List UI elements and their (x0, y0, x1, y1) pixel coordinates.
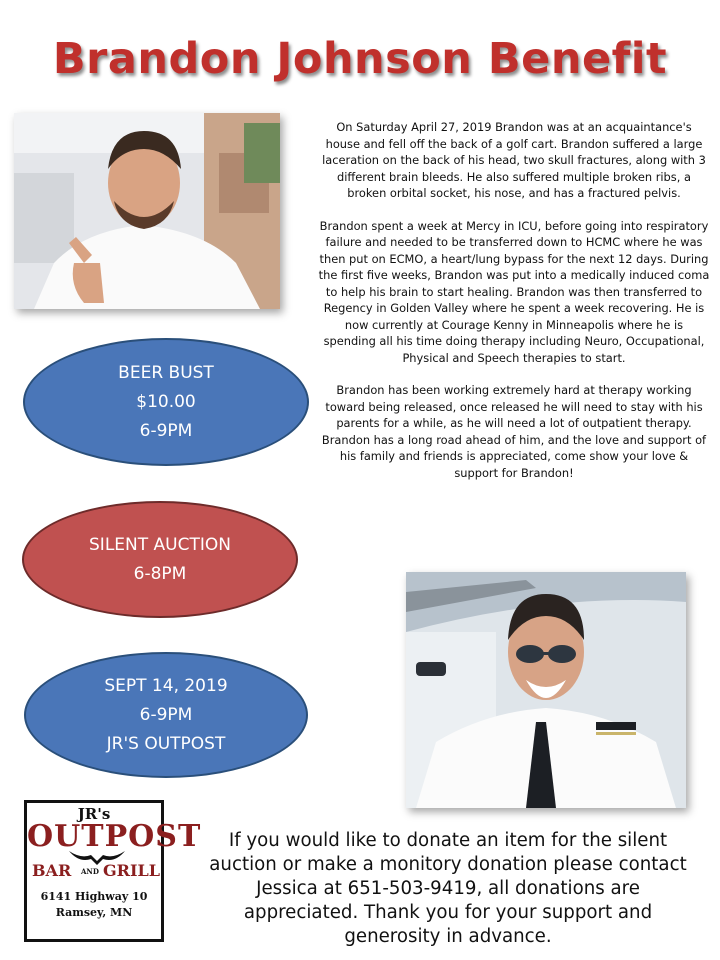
donation-line-2: auction or make a monitory donation please contact (209, 854, 687, 875)
story-paragraph-2: Brandon spent a week at Mercy in ICU, before going into respiratory failure and needed to be transferred down to HCMC where he was then put on ECMO, a heart/lung bypass for the next 12 days. During the first five weeks, Brandon was put into a medically induced coma to help his brain to start healing. Brandon was then transferred to Regency in Golden Valley where he spent a week recovering. He is now currently at Courage Kenny in Minneapolis where he is spending all his time doing therapy including Neuro, Occupational, Physical and Speech therapies to start. (318, 218, 710, 365)
beer-bust-price: $10.00 (136, 391, 196, 412)
logo-grill-text: GRILL (103, 861, 160, 880)
event-date: SEPT 14, 2019 (104, 675, 228, 696)
silent-auction-label: SILENT AUCTION (89, 534, 231, 555)
event-time: 6-9PM (139, 704, 193, 725)
donation-line-1: If you would like to donate an item for the silent (228, 830, 668, 851)
story-text (318, 119, 710, 497)
logo-and-text: AND (81, 867, 99, 876)
beer-bust-badge (23, 338, 309, 466)
donation-line-4: appreciated. Thank you for your support and (243, 902, 653, 923)
logo-address-city: Ramsey, MN (55, 906, 133, 919)
story-paragraph-3: Brandon has been working extremely hard at therapy working toward being released, once released he will need to stay with his parents for a while, as he will need a lot of outpatient therapy. Brandon has a long road ahead of him, and the love and support of his family and friends is appreciated, come show your love & support for Brandon! (321, 383, 707, 480)
story-paragraph-1: On Saturday April 27, 2019 Brandon was at an acquaintance's house and fell off the back of a golf cart. Brandon suffered a large laceration on the back of his head, two skull fractures, along with 3 different brain bleeds. He also suffered multiple broken ribs, a broken orbital socket, his nose, and has a fractured pelvis. (322, 120, 706, 200)
beer-bust-time: 6-9PM (139, 420, 193, 441)
beer-bust-label: BEER BUST (118, 362, 214, 383)
logo-address-street: 6141 Highway 10 (40, 890, 148, 903)
logo-outpost-text: OUTPOST (27, 819, 202, 854)
page-title: Brandon Johnson Benefit (52, 34, 668, 84)
donation-line-3: Jessica at 651-503-9419, all donations are (256, 878, 640, 899)
logo-bar-text: BAR (32, 861, 72, 880)
donation-line-5: generosity in advance. (344, 926, 552, 947)
silent-auction-time: 6-8PM (133, 563, 187, 584)
silent-auction-badge (22, 501, 298, 618)
brandon-pilot-photo (406, 572, 686, 808)
event-details-badge (24, 652, 308, 778)
donation-message (196, 829, 700, 949)
brandon-casual-photo (14, 113, 280, 309)
jrs-outpost-logo (24, 800, 202, 942)
logo-jrs-text: JR's (77, 805, 111, 823)
event-venue: JR'S OUTPOST (106, 733, 226, 754)
